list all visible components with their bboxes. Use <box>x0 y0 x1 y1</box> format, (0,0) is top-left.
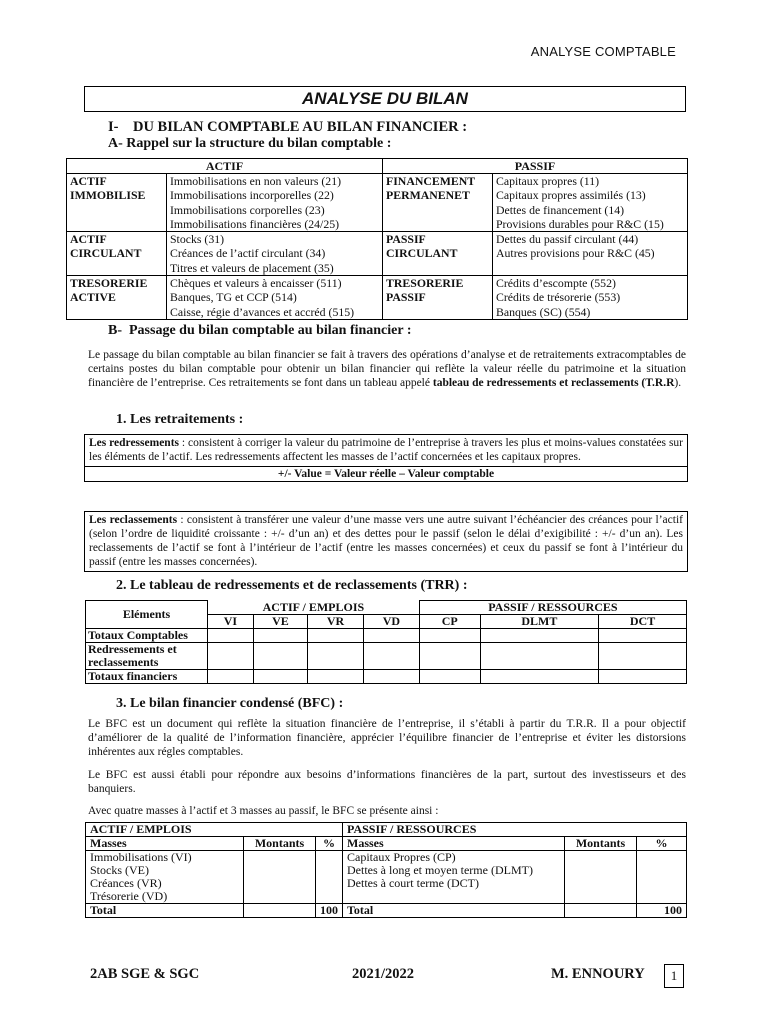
redressements-box <box>84 434 688 482</box>
subsection-b-heading <box>108 323 412 339</box>
passif-mass-cell: PASSIF CIRCULANT <box>383 232 493 276</box>
total-label: Total <box>86 904 244 918</box>
footer-year: 2021/2022 <box>352 966 415 982</box>
trr-actif-header: ACTIF / EMPLOIS <box>208 601 420 615</box>
section-1-title: DU BILAN COMPTABLE AU BILAN FINANCIER : <box>132 119 468 135</box>
total-label: Total <box>343 904 565 918</box>
col-montants: Montants <box>244 837 316 851</box>
passif-mass-cell: FINANCEMENT PERMANENET <box>383 174 493 232</box>
row-label: Totaux financiers <box>86 670 208 684</box>
trr-heading: 2. Le tableau de redressements et de reclassements (TRR) : <box>116 578 468 593</box>
redressements-term: Les redressements <box>89 437 180 449</box>
reclassements-definition: Les reclassements : consistent à transférer une valeur d’une masse vers une autre suivant l’échéancier des créances pour l’actif (selon l’ordre de liquidité croissante : +/- d’un an) et des dettes pour le passif (selon le délai d’exigibilité : +/- d’un an). Les reclassements de l’actif se font à l’intérieur de l’actif (entre les masses concernées) et ceux du passif se font à l’intérieur du passif (entre les masses concernées). <box>89 514 683 568</box>
reclassements-term: Les reclassements <box>89 514 178 526</box>
actif-mass-cell: ACTIF IMMOBILISE <box>67 174 167 232</box>
footer-class: 2AB SGE & SGC <box>90 966 200 982</box>
row-label: Redressements et reclassements <box>86 643 208 670</box>
reclassements-box <box>84 511 688 572</box>
trr-table <box>85 600 687 684</box>
col-vr: VR <box>308 615 364 629</box>
bilan-comptable-table <box>66 158 688 320</box>
value-formula: +/- Value = Valeur réelle – Valeur comptable <box>85 466 687 481</box>
page-title: ANALYSE DU BILAN <box>84 86 686 112</box>
passif-items-cell: Capitaux propres (11) Capitaux propres assimilés (13) Dettes de financement (14) Provisions durables pour R&C (15) <box>493 174 688 232</box>
col-cp: CP <box>419 615 480 629</box>
bfc-actif-header: ACTIF / EMPLOIS <box>86 823 343 837</box>
col-percent: % <box>637 837 687 851</box>
table-row <box>86 643 687 670</box>
bfc-heading: 3. Le bilan financier condensé (BFC) : <box>116 696 344 711</box>
actif-mass-cell: ACTIF CIRCULANT <box>67 232 167 276</box>
section-1-number: I- <box>108 119 119 135</box>
subsection-b-title: Passage du bilan comptable au bilan financier : <box>129 323 412 338</box>
total-percent: 100 <box>316 904 343 918</box>
passif-mass-cell: TRESORERIE PASSIF <box>383 276 493 320</box>
passif-items-cell: Crédits d’escompte (552) Crédits de trésorerie (553) Banques (SC) (554) <box>493 276 688 320</box>
bfc-actif-masses-cell: Immobilisations (VI) Stocks (VE) Créances (VR) Trésorerie (VD) <box>86 851 244 904</box>
row-label: Totaux Comptables <box>86 629 208 643</box>
passif-header: PASSIF <box>383 159 688 174</box>
elements-header: Eléments <box>86 601 208 629</box>
bfc-passif-header: PASSIF / RESSOURCES <box>343 823 687 837</box>
bfc-paragraph-1: Le BFC est un document qui reflète la situation financière de l’entreprise, il s’établi à partir du T.R.R. Il a pour objectif d’améliorer de la qualité de l’information financière, apprécier l’équilibre financier de l’entreprise et éviter les distorsions inhérentes aux régles comptables. <box>88 718 686 758</box>
col-vi: VI <box>208 615 254 629</box>
col-dct: DCT <box>599 615 687 629</box>
subsection-a-heading <box>108 136 391 152</box>
actif-header: ACTIF <box>67 159 383 174</box>
subsection-b-number: B- <box>108 323 122 338</box>
trr-term: tableau de redressements et reclassements (T.R.R <box>432 377 675 389</box>
total-percent: 100 <box>637 904 687 918</box>
actif-mass-cell: TRESORERIE ACTIVE <box>67 276 167 320</box>
col-vd: VD <box>363 615 419 629</box>
footer-author: M. ENNOURY <box>551 966 645 982</box>
col-masses: Masses <box>343 837 565 851</box>
trr-passif-header: PASSIF / RESSOURCES <box>419 601 686 615</box>
passif-items-cell: Dettes du passif circulant (44) Autres provisions pour R&C (45) <box>493 232 688 276</box>
bfc-table <box>85 822 687 918</box>
actif-items-cell: Stocks (31) Créances de l’actif circulant (34) Titres et valeurs de placement (35) <box>167 232 383 276</box>
col-dlmt: DLMT <box>480 615 599 629</box>
bfc-paragraph-2: Le BFC est aussi établi pour répondre aux besoins d’informations financières de la part, surtout des investisseurs et des banquiers. <box>88 769 686 795</box>
table-row <box>86 629 687 643</box>
col-ve: VE <box>253 615 307 629</box>
redressements-definition: Les redressements : consistent à corriger la valeur du patrimoine de l’entreprise à travers les plus et moins-values constatées sur les éléments de l’actif. Les redressements affectent les masses de l’actif concernées et les capitaux propres. <box>89 437 684 463</box>
table-row <box>67 232 688 276</box>
bfc-paragraph-3: Avec quatre masses à l’actif et 3 masses au passif, le BFC se présente ainsi : <box>88 805 439 817</box>
col-masses: Masses <box>86 837 244 851</box>
page-number: 1 <box>664 964 684 988</box>
table-row <box>67 174 688 232</box>
bfc-passif-masses-cell: Capitaux Propres (CP) Dettes à long et moyen terme (DLMT) Dettes à court terme (DCT) <box>343 851 565 904</box>
col-percent: % <box>316 837 343 851</box>
subsection-a-number: A- <box>108 136 123 151</box>
col-montants: Montants <box>565 837 637 851</box>
table-row <box>67 276 688 320</box>
running-header: ANALYSE COMPTABLE <box>530 44 676 59</box>
section-1-heading <box>108 119 467 136</box>
passage-paragraph: Le passage du bilan comptable au bilan financier se fait à travers des opérations d’analyse et de retraitements extracomptables de certains postes du bilan comptable pour obtenir un bilan financier qui reflète la valeur réelle du patrimoine et la situation financière de l’entreprise. Ces retraitements se font dans un tableau appelé tableau de redressements et reclassements (T.R.R). <box>88 349 686 389</box>
actif-items-cell: Chèques et valeurs à encaisser (511) Banques, TG et CCP (514) Caisse, régie d’avances et accréd (515) <box>167 276 383 320</box>
table-row <box>86 851 687 904</box>
retraitements-heading: 1. Les retraitements : <box>116 412 244 427</box>
actif-items-cell: Immobilisations en non valeurs (21) Immobilisations incorporelles (22) Immobilisations corporelles (23) Immobilisations financières (24/25) <box>167 174 383 232</box>
table-row <box>86 670 687 684</box>
subsection-a-title: Rappel sur la structure du bilan comptable : <box>126 136 392 151</box>
